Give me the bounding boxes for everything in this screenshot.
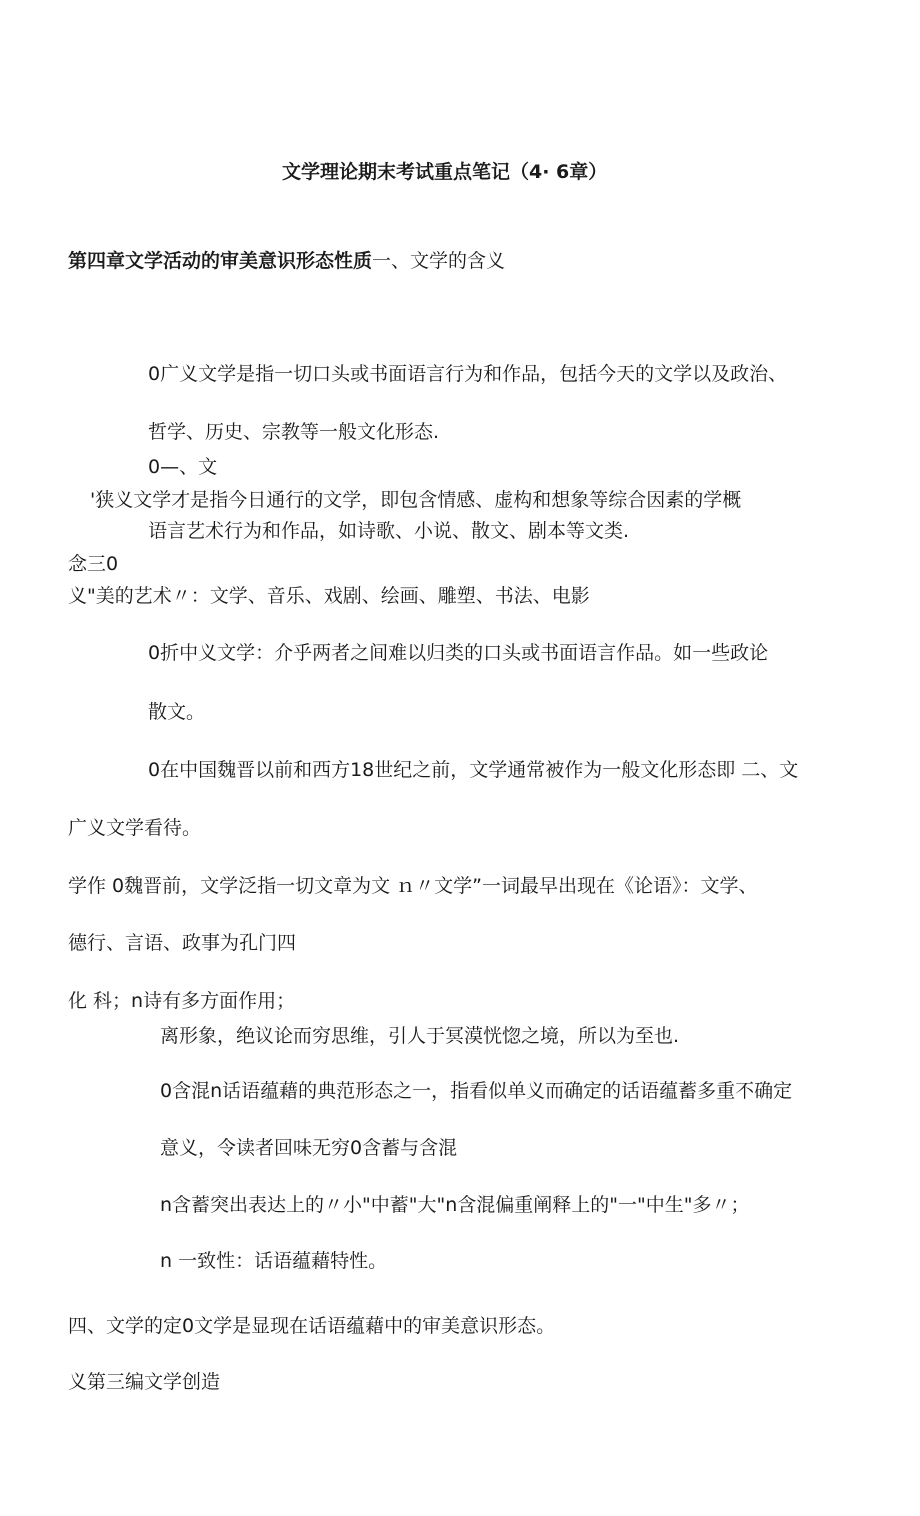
section-heading: 一、文学的含义 [372, 250, 506, 272]
text-line: 哲学、历史、宗教等一般文化形态. [148, 421, 440, 443]
text-line: n含蓄突出表达上的〃小"中蓄"大"n含混偏重阐释上的"一"中生"多〃； [160, 1194, 750, 1216]
text-line: 四、文学的定0文学是显现在话语蕴藉中的审美意识形态。 [68, 1315, 556, 1337]
text-line: 广义文学看待。 [68, 817, 202, 839]
text-line: '狭义文学才是指今日通行的文学，即包含情感、虚构和想象等综合因素的学概 [90, 489, 742, 511]
chapter-heading-line [68, 249, 505, 273]
text-line: 念三0 [68, 553, 119, 575]
text-line: 0—、文 [148, 456, 218, 478]
text-line: 语言艺术行为和作品，如诗歌、小说、散文、剧本等文类. [148, 520, 630, 542]
text-line: 0含混n话语蕴藉的典范形态之一，指看似单义而确定的话语蕴蓄多重不确定 [160, 1080, 793, 1102]
text-line: 义"美的艺术〃：文学、音乐、戏剧、绘画、雕塑、书法、电影 [68, 585, 590, 607]
text-line: 化 科；n诗有多方面作用； [68, 990, 296, 1012]
text-line: 离形象，绝议论而穷思维，引人于冥漠恍惚之境，所以为至也. [160, 1025, 680, 1047]
text-line: n 一致性：话语蕴藉特性。 [160, 1250, 388, 1272]
text-line: 散文。 [148, 701, 206, 723]
text-line: 学作 0魏晋前，文学泛指一切文章为文 ｎ〃文学”一词最早出现在《论语》：文学、 [68, 875, 758, 897]
text-line: 0在中国魏晋以前和西方18世纪之前，文学通常被作为一般文化形态即 二、文 [148, 759, 799, 781]
document-title: 文学理论期末考试重点笔记（4· 6章） [282, 161, 608, 183]
text-line: 德行、言语、政事为孔门四 [68, 932, 297, 954]
text-line: 0广义文学是指一切口头或书面语言行为和作品，包括今天的文学以及政治、 [148, 363, 788, 385]
text-line: 义第三编文学创造 [68, 1371, 221, 1393]
text-line: 0折中义文学：介乎两者之间难以归类的口头或书面语言作品。如一些政论 [148, 642, 769, 664]
chapter-heading: 第四章文学活动的审美意识形态性质 [68, 250, 373, 272]
text-line: 意义，令读者回味无穷0含蓄与含混 [160, 1137, 458, 1159]
